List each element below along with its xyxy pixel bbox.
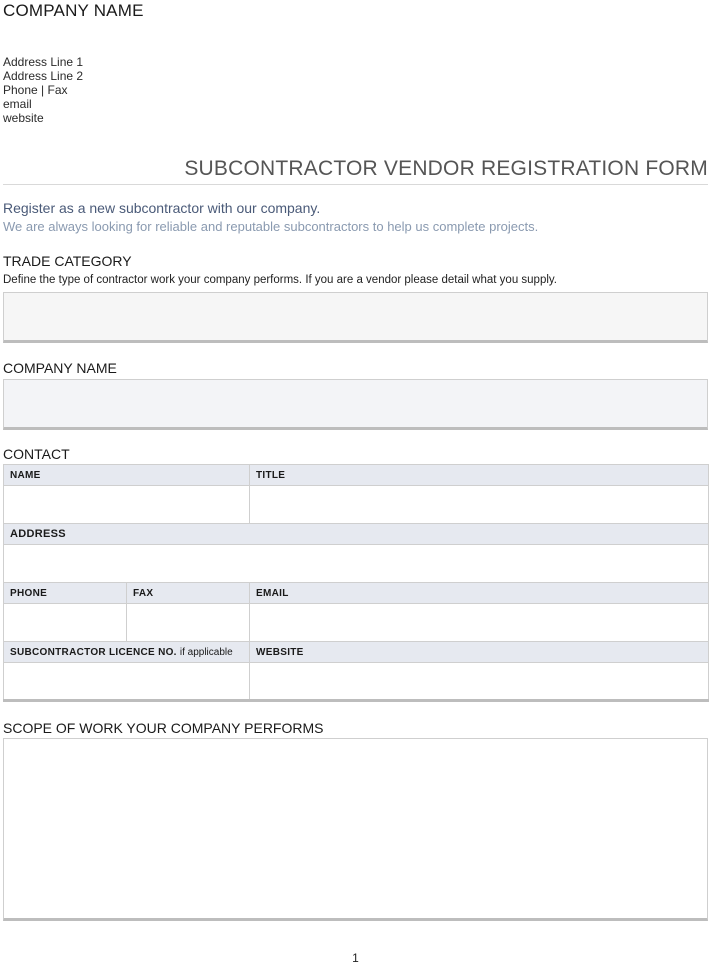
address-field[interactable] [4,545,709,583]
company-name-field[interactable] [3,379,708,430]
page-number: 1 [352,951,359,965]
address-line-1: Address Line 1 [3,55,84,69]
form-title: SUBCONTRACTOR VENDOR REGISTRATION FORM [184,157,708,180]
company-name-heading: COMPANY NAME [3,360,117,376]
trade-category-description: Define the type of contractor work your company performs. If you are a vendor please detail what you supply. [3,274,557,286]
website-label: WEBSITE [250,642,709,663]
phone-field[interactable] [4,604,127,642]
contact-table [3,464,709,702]
phone-label: PHONE [4,583,127,604]
phone-fax: Phone | Fax [3,83,68,97]
email-field[interactable] [250,604,709,642]
intro-secondary: We are always looking for reliable and reputable subcontractors to help us complete projects. [3,219,539,234]
name-field[interactable] [4,486,250,524]
title-divider [3,184,708,185]
scope-of-work-field[interactable] [3,738,708,921]
title-field[interactable] [250,486,709,524]
intro-primary: Register as a new subcontractor with our company. [3,200,321,216]
address-label: ADDRESS [4,524,709,545]
company-address-block [3,55,83,125]
trade-category-heading: TRADE CATEGORY [3,253,132,269]
email-label: EMAIL [250,583,709,604]
fax-label: FAX [127,583,250,604]
licence-field[interactable] [4,663,250,701]
licence-label-cell [4,642,250,663]
title-label: TITLE [250,465,709,486]
contact-heading: CONTACT [3,446,70,462]
licence-label: SUBCONTRACTOR LICENCE NO. [10,646,177,658]
scope-heading: SCOPE OF WORK YOUR COMPANY PERFORMS [3,720,324,736]
name-label: NAME [4,465,250,486]
address-line-2: Address Line 2 [3,69,84,83]
company-name-title: COMPANY NAME [3,1,144,20]
company-email: email [3,97,32,111]
company-website: website [3,111,44,125]
fax-field[interactable] [127,604,250,642]
website-field[interactable] [250,663,709,701]
trade-category-field[interactable] [3,292,708,343]
licence-note: if applicable [179,646,233,658]
